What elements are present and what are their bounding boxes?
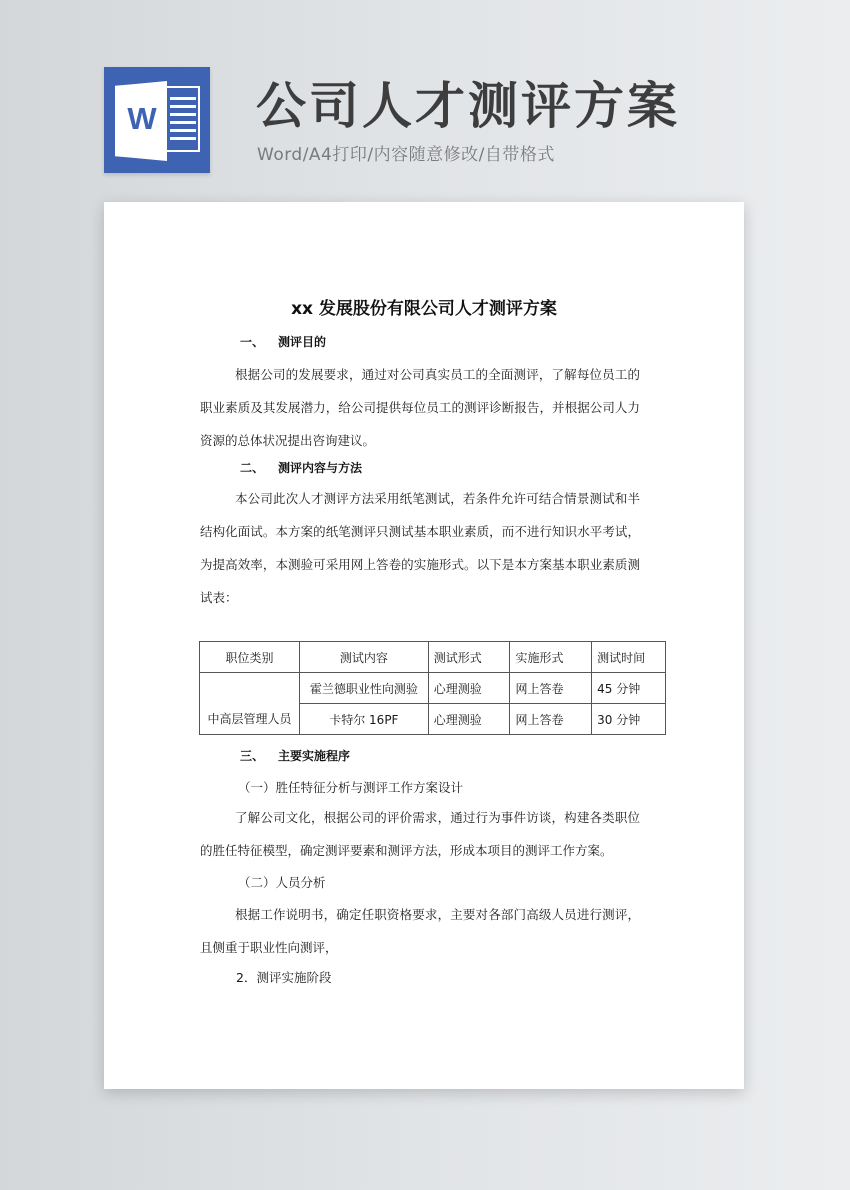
text-line-decoration — [170, 113, 196, 116]
text-line-decoration — [170, 129, 196, 132]
subsection-heading-1: （一）胜任特征分析与测评工作方案设计 — [238, 780, 464, 795]
section-number: 三、 — [240, 749, 265, 763]
document-page — [104, 202, 744, 1089]
subsection-1-paragraph: 了解公司文化，根据公司的评价需求，通过行为事件访谈，构建各类职位的胜任特征模型，确定测评要素和测评方法，形成本项目的测评工作方案。 — [200, 810, 640, 858]
section-heading-2 — [240, 459, 362, 477]
table-cell: 45 分钟 — [592, 673, 666, 704]
microsoft-word-icon — [104, 67, 210, 173]
table-cell: 30 分钟 — [592, 704, 666, 735]
text-line-decoration — [170, 137, 196, 140]
section-heading-3 — [240, 747, 350, 765]
table-cell: 网上答卷 — [510, 673, 592, 704]
table-cell: 霍兰德职业性向测验 — [299, 673, 428, 704]
subsection-heading-2: （二）人员分析 — [238, 875, 326, 890]
table-header-cell: 实施形式 — [510, 642, 592, 673]
table-header-cell: 测试内容 — [299, 642, 428, 673]
banner-subtitle: Word/A4打印/内容随意修改/自带格式 — [257, 145, 555, 165]
section-number: 一、 — [240, 335, 265, 349]
text-line-decoration — [170, 97, 196, 100]
section-number: 二、 — [240, 461, 265, 475]
table-row — [200, 673, 666, 704]
quality-test-table — [199, 641, 666, 735]
document-lines-frame — [162, 86, 200, 152]
table-cell: 卡特尔 16PF — [299, 704, 428, 735]
text-line-decoration — [170, 105, 196, 108]
section-1-paragraph: 根据公司的发展要求，通过对公司真实员工的全面测评，了解每位员工的职业素质及其发展潜力，给公司提供每位员工的测评诊断报告，并根据公司人力资源的总体状况提出咨询建议。 — [200, 367, 640, 448]
subsection-2-paragraph: 根据工作说明书，确定任职资格要求，主要对各部门高级人员进行测评，且侧重于职业性向测评， — [200, 907, 640, 955]
word-letter: W — [127, 101, 157, 136]
table-cell: 心理测验 — [428, 704, 510, 735]
table-cell: 网上答卷 — [510, 704, 592, 735]
table-header-cell: 测试形式 — [428, 642, 510, 673]
text-line-decoration — [170, 121, 196, 124]
table-group-cell: 中高层管理人员 — [200, 673, 300, 735]
section-title: 测评内容与方法 — [278, 461, 363, 475]
table-header-cell: 测试时间 — [592, 642, 666, 673]
table-header-cell: 职位类别 — [200, 642, 300, 673]
section-2-paragraph: 本公司此次人才测评方法采用纸笔测试，若条件允许可结合情景测试和半结构化面试。本方案的纸笔测评只测试基本职业素质，而不进行知识水平考试，为提高效率，本测验可采用网上答卷的实施形式。以下是本方案基本职业素质测试表： — [200, 491, 640, 605]
section-title: 测评目的 — [278, 335, 327, 349]
step-heading: 2．测评实施阶段 — [236, 970, 332, 985]
banner-title: 公司人才测评方案 — [256, 77, 680, 135]
document-title: xx 发展股份有限公司人才测评方案 — [291, 299, 557, 319]
section-title: 主要实施程序 — [278, 749, 351, 763]
table-cell: 心理测验 — [428, 673, 510, 704]
table-header-row — [200, 642, 666, 673]
section-heading-1 — [240, 333, 326, 351]
